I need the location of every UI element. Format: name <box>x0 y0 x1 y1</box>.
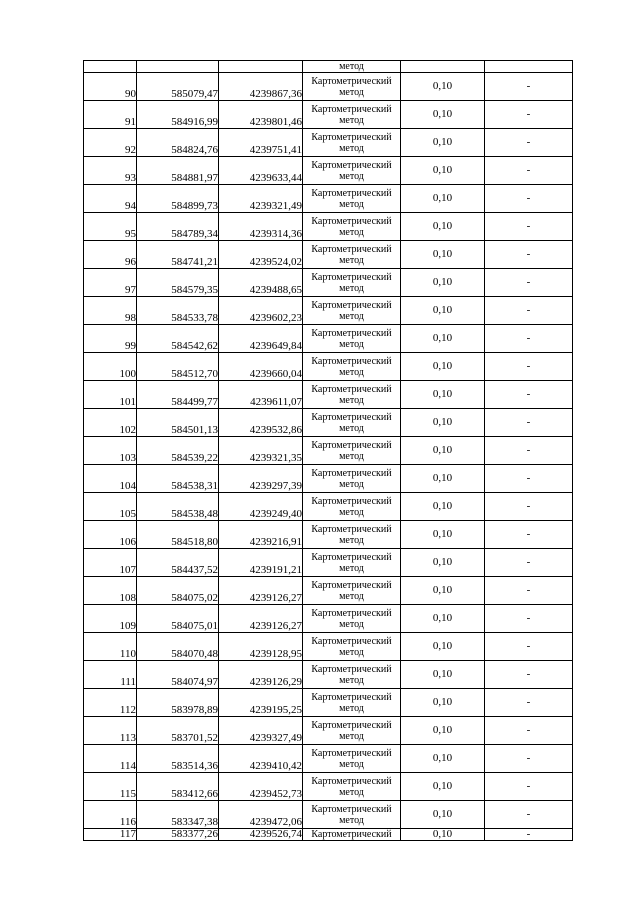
accuracy-value: 0,10 <box>401 493 485 521</box>
coordinate-y: 4239191,21 <box>219 549 303 577</box>
coordinate-x: 585079,47 <box>137 73 219 101</box>
cell-y <box>219 61 303 73</box>
accuracy-value: 0,10 <box>401 717 485 745</box>
coordinate-y: 4239660,04 <box>219 353 303 381</box>
method-text: Картометрический <box>311 829 392 840</box>
coordinate-x: 583978,89 <box>137 689 219 717</box>
method-line-1: Картометрический <box>311 299 392 311</box>
table-row <box>84 353 573 381</box>
point-number: 90 <box>84 73 137 101</box>
cell-method <box>303 241 401 269</box>
accuracy-value: 0,10 <box>401 549 485 577</box>
empty-mark: - <box>485 381 573 409</box>
cell-method <box>303 689 401 717</box>
coordinate-x: 584789,34 <box>137 213 219 241</box>
coordinate-x: 583514,36 <box>137 745 219 773</box>
accuracy-value: 0,10 <box>401 269 485 297</box>
method-line-2: метод <box>339 114 364 126</box>
coordinate-y: 4239314,36 <box>219 213 303 241</box>
point-number: 94 <box>84 185 137 213</box>
empty-mark: - <box>485 101 573 129</box>
coordinate-x: 584075,02 <box>137 577 219 605</box>
method-line-2: метод <box>339 702 364 714</box>
method-line-1: Картометрический <box>311 663 392 675</box>
point-number: 91 <box>84 101 137 129</box>
cell-method <box>303 325 401 353</box>
coordinate-y: 4239526,74 <box>219 829 303 841</box>
accuracy-value: 0,10 <box>401 577 485 605</box>
empty-mark: - <box>485 465 573 493</box>
table-row <box>84 493 573 521</box>
method-line-1: Картометрический <box>311 411 392 423</box>
table-row <box>84 437 573 465</box>
method-line-2: метод <box>339 394 364 406</box>
accuracy-value: 0,10 <box>401 73 485 101</box>
coordinate-y: 4239249,40 <box>219 493 303 521</box>
table-row <box>84 465 573 493</box>
method-line-2: метод <box>339 142 364 154</box>
method-line-1: Картометрический <box>311 775 392 787</box>
coordinate-x: 584501,13 <box>137 409 219 437</box>
empty-mark: - <box>485 605 573 633</box>
empty-mark: - <box>485 353 573 381</box>
method-line-1: Картометрический <box>311 467 392 479</box>
empty-mark: - <box>485 437 573 465</box>
coordinate-x: 584499,77 <box>137 381 219 409</box>
method-line-1: Картометрический <box>311 551 392 563</box>
empty-mark: - <box>485 157 573 185</box>
method-line-2: метод <box>339 674 364 686</box>
cell-method <box>303 605 401 633</box>
coordinate-x: 584881,97 <box>137 157 219 185</box>
method-line-1: Картометрический <box>311 131 392 143</box>
table-row-continued <box>84 61 573 73</box>
accuracy-value: 0,10 <box>401 185 485 213</box>
coordinate-y: 4239472,06 <box>219 801 303 829</box>
point-number: 110 <box>84 633 137 661</box>
accuracy-value: 0,10 <box>401 633 485 661</box>
coordinate-y: 4239532,86 <box>219 409 303 437</box>
table-row <box>84 409 573 437</box>
table-row <box>84 157 573 185</box>
point-number: 114 <box>84 745 137 773</box>
coordinate-x: 584533,78 <box>137 297 219 325</box>
method-line-1: Картометрический <box>311 719 392 731</box>
coordinate-y: 4239321,49 <box>219 185 303 213</box>
empty-mark: - <box>485 269 573 297</box>
point-number: 96 <box>84 241 137 269</box>
point-number: 109 <box>84 605 137 633</box>
method-line-2: метод <box>339 562 364 574</box>
point-number: 106 <box>84 521 137 549</box>
method-line-2: метод <box>339 170 364 182</box>
empty-mark: - <box>485 241 573 269</box>
coordinate-y: 4239452,73 <box>219 773 303 801</box>
accuracy-value: 0,10 <box>401 465 485 493</box>
cell-method <box>303 465 401 493</box>
empty-mark: - <box>485 577 573 605</box>
method-line-2: метод <box>339 730 364 742</box>
coordinate-y: 4239297,39 <box>219 465 303 493</box>
cell-method <box>303 157 401 185</box>
accuracy-value: 0,10 <box>401 409 485 437</box>
point-number: 95 <box>84 213 137 241</box>
accuracy-value: 0,10 <box>401 353 485 381</box>
table-row <box>84 269 573 297</box>
method-line-2: метод <box>339 618 364 630</box>
point-number: 102 <box>84 409 137 437</box>
cell-method <box>303 269 401 297</box>
cell-method <box>303 773 401 801</box>
empty-mark: - <box>485 213 573 241</box>
coordinate-x: 583412,66 <box>137 773 219 801</box>
accuracy-value: 0,10 <box>401 521 485 549</box>
empty-mark: - <box>485 521 573 549</box>
method-line-2: метод <box>339 478 364 490</box>
method-line-1: Картометрический <box>311 803 392 815</box>
method-line-2: метод <box>339 590 364 602</box>
method-line-2: метод <box>339 254 364 266</box>
coordinate-y: 4239128,95 <box>219 633 303 661</box>
coordinate-x: 584741,21 <box>137 241 219 269</box>
accuracy-value: 0,10 <box>401 325 485 353</box>
point-number: 93 <box>84 157 137 185</box>
empty-mark: - <box>485 689 573 717</box>
method-line-2: метод <box>339 506 364 518</box>
point-number: 112 <box>84 689 137 717</box>
coordinate-y: 4239126,27 <box>219 577 303 605</box>
coordinates-table <box>83 60 573 841</box>
method-line-1: Картометрический <box>311 215 392 227</box>
coordinates-table-body <box>84 61 573 841</box>
coordinate-y: 4239126,29 <box>219 661 303 689</box>
method-line-2: метод <box>339 422 364 434</box>
method-line-1: Картометрический <box>311 187 392 199</box>
table-row <box>84 773 573 801</box>
empty-mark: - <box>485 129 573 157</box>
point-number: 117 <box>84 829 137 841</box>
point-number: 115 <box>84 773 137 801</box>
table-row-last <box>84 829 573 841</box>
coordinate-x: 584916,99 <box>137 101 219 129</box>
coordinate-x: 583377,26 <box>137 829 219 841</box>
coordinate-y: 4239602,23 <box>219 297 303 325</box>
coordinate-y: 4239488,65 <box>219 269 303 297</box>
cell-method <box>303 549 401 577</box>
empty-mark: - <box>485 549 573 577</box>
method-line-2: метод <box>339 282 364 294</box>
cell-method <box>303 829 401 841</box>
table-row <box>84 101 573 129</box>
coordinate-y: 4239410,42 <box>219 745 303 773</box>
cell-method <box>303 437 401 465</box>
coordinate-y: 4239801,46 <box>219 101 303 129</box>
method-line-1: Картометрический <box>311 495 392 507</box>
accuracy-value: 0,10 <box>401 745 485 773</box>
accuracy-value: 0,10 <box>401 437 485 465</box>
coordinate-x: 584579,35 <box>137 269 219 297</box>
table-row <box>84 297 573 325</box>
cell-method <box>303 381 401 409</box>
point-number: 99 <box>84 325 137 353</box>
coordinate-y: 4239633,44 <box>219 157 303 185</box>
method-line-2: метод <box>339 366 364 378</box>
point-number: 105 <box>84 493 137 521</box>
table-row <box>84 381 573 409</box>
method-line-1: Картометрический <box>311 635 392 647</box>
cell-method <box>303 297 401 325</box>
method-line-1: Картометрический <box>311 691 392 703</box>
cell-method <box>303 101 401 129</box>
accuracy-value: 0,10 <box>401 801 485 829</box>
method-line-1: Картометрический <box>311 579 392 591</box>
coordinate-x: 584542,62 <box>137 325 219 353</box>
table-row <box>84 241 573 269</box>
coordinate-x: 584074,97 <box>137 661 219 689</box>
coordinate-x: 584437,52 <box>137 549 219 577</box>
table-row <box>84 521 573 549</box>
table-row <box>84 73 573 101</box>
method-line-1: Картометрический <box>311 523 392 535</box>
coordinate-x: 584538,31 <box>137 465 219 493</box>
empty-mark: - <box>485 409 573 437</box>
accuracy-value: 0,10 <box>401 241 485 269</box>
method-line-2: метод <box>339 450 364 462</box>
method-line-2: метод <box>339 86 364 98</box>
empty-mark: - <box>485 297 573 325</box>
cell-method <box>303 745 401 773</box>
cell-method <box>303 717 401 745</box>
cell-method <box>303 801 401 829</box>
point-number: 103 <box>84 437 137 465</box>
cell-method <box>303 493 401 521</box>
coordinate-y: 4239195,25 <box>219 689 303 717</box>
accuracy-value: 0,10 <box>401 297 485 325</box>
point-number: 111 <box>84 661 137 689</box>
method-line-1: Картометрический <box>311 159 392 171</box>
cell-method <box>303 73 401 101</box>
method-line-1: Картометрический <box>311 327 392 339</box>
accuracy-value: 0,10 <box>401 157 485 185</box>
coordinate-y: 4239649,84 <box>219 325 303 353</box>
cell-method <box>303 213 401 241</box>
coordinate-x: 583347,38 <box>137 801 219 829</box>
coordinate-x: 584075,01 <box>137 605 219 633</box>
coordinate-x: 584070,48 <box>137 633 219 661</box>
empty-mark: - <box>485 325 573 353</box>
method-line-2: метод <box>339 534 364 546</box>
cell-x <box>137 61 219 73</box>
point-number: 104 <box>84 465 137 493</box>
coordinate-y: 4239611,07 <box>219 381 303 409</box>
cell-num <box>84 61 137 73</box>
method-line-1: Картометрический <box>311 607 392 619</box>
table-row <box>84 689 573 717</box>
empty-mark: - <box>485 745 573 773</box>
method-line-1: Картометрический <box>311 383 392 395</box>
coordinate-y: 4239524,02 <box>219 241 303 269</box>
point-number: 100 <box>84 353 137 381</box>
empty-mark: - <box>485 73 573 101</box>
coordinate-x: 584824,76 <box>137 129 219 157</box>
empty-mark: - <box>485 829 573 841</box>
point-number: 116 <box>84 801 137 829</box>
cell-accuracy <box>401 61 485 73</box>
coordinate-x: 584538,48 <box>137 493 219 521</box>
coordinate-x: 583701,52 <box>137 717 219 745</box>
method-line-2: метод <box>339 646 364 658</box>
accuracy-value: 0,10 <box>401 773 485 801</box>
method-line-1: Картометрический <box>311 271 392 283</box>
point-number: 92 <box>84 129 137 157</box>
accuracy-value: 0,10 <box>401 381 485 409</box>
accuracy-value: 0,10 <box>401 661 485 689</box>
table-row <box>84 129 573 157</box>
empty-mark: - <box>485 801 573 829</box>
method-line-2: метод <box>339 310 364 322</box>
empty-mark: - <box>485 185 573 213</box>
point-number: 108 <box>84 577 137 605</box>
coordinate-y: 4239867,36 <box>219 73 303 101</box>
cell-method <box>303 61 401 73</box>
method-line-2: метод <box>339 338 364 350</box>
point-number: 101 <box>84 381 137 409</box>
accuracy-value: 0,10 <box>401 101 485 129</box>
accuracy-value: 0,10 <box>401 213 485 241</box>
table-row <box>84 185 573 213</box>
table-row <box>84 661 573 689</box>
table-row <box>84 213 573 241</box>
method-line-2: метод <box>339 198 364 210</box>
point-number: 113 <box>84 717 137 745</box>
method-line-1: Картометрический <box>311 439 392 451</box>
cell-method <box>303 661 401 689</box>
table-row <box>84 549 573 577</box>
cell-dash <box>485 61 573 73</box>
method-line-1: Картометрический <box>311 747 392 759</box>
point-number: 97 <box>84 269 137 297</box>
method-line-2: метод <box>339 758 364 770</box>
cell-method <box>303 129 401 157</box>
coordinate-x: 584518,80 <box>137 521 219 549</box>
method-line-1: Картометрический <box>311 103 392 115</box>
point-number: 107 <box>84 549 137 577</box>
cell-method <box>303 353 401 381</box>
coordinate-y: 4239321,35 <box>219 437 303 465</box>
cell-method <box>303 185 401 213</box>
table-row <box>84 577 573 605</box>
cell-method <box>303 577 401 605</box>
coordinate-y: 4239216,91 <box>219 521 303 549</box>
method-line-1: Картометрический <box>311 243 392 255</box>
method-line-2: метод <box>339 814 364 826</box>
coordinate-x: 584899,73 <box>137 185 219 213</box>
coordinate-y: 4239751,41 <box>219 129 303 157</box>
empty-mark: - <box>485 661 573 689</box>
accuracy-value: 0,10 <box>401 605 485 633</box>
coordinate-y: 4239327,49 <box>219 717 303 745</box>
table-row <box>84 633 573 661</box>
empty-mark: - <box>485 633 573 661</box>
table-row <box>84 605 573 633</box>
method-line-2: метод <box>339 226 364 238</box>
cell-method <box>303 409 401 437</box>
empty-mark: - <box>485 773 573 801</box>
empty-mark: - <box>485 493 573 521</box>
method-text: метод <box>339 61 364 72</box>
table-row <box>84 325 573 353</box>
method-line-2: метод <box>339 786 364 798</box>
table-row <box>84 717 573 745</box>
coordinate-y: 4239126,27 <box>219 605 303 633</box>
method-line-1: Картометрический <box>311 75 392 87</box>
cell-method <box>303 633 401 661</box>
point-number: 98 <box>84 297 137 325</box>
table-row <box>84 745 573 773</box>
accuracy-value: 0,10 <box>401 829 485 841</box>
accuracy-value: 0,10 <box>401 689 485 717</box>
method-line-1: Картометрический <box>311 355 392 367</box>
table-row <box>84 801 573 829</box>
coordinate-x: 584539,22 <box>137 437 219 465</box>
empty-mark: - <box>485 717 573 745</box>
accuracy-value: 0,10 <box>401 129 485 157</box>
cell-method <box>303 521 401 549</box>
coordinate-x: 584512,70 <box>137 353 219 381</box>
